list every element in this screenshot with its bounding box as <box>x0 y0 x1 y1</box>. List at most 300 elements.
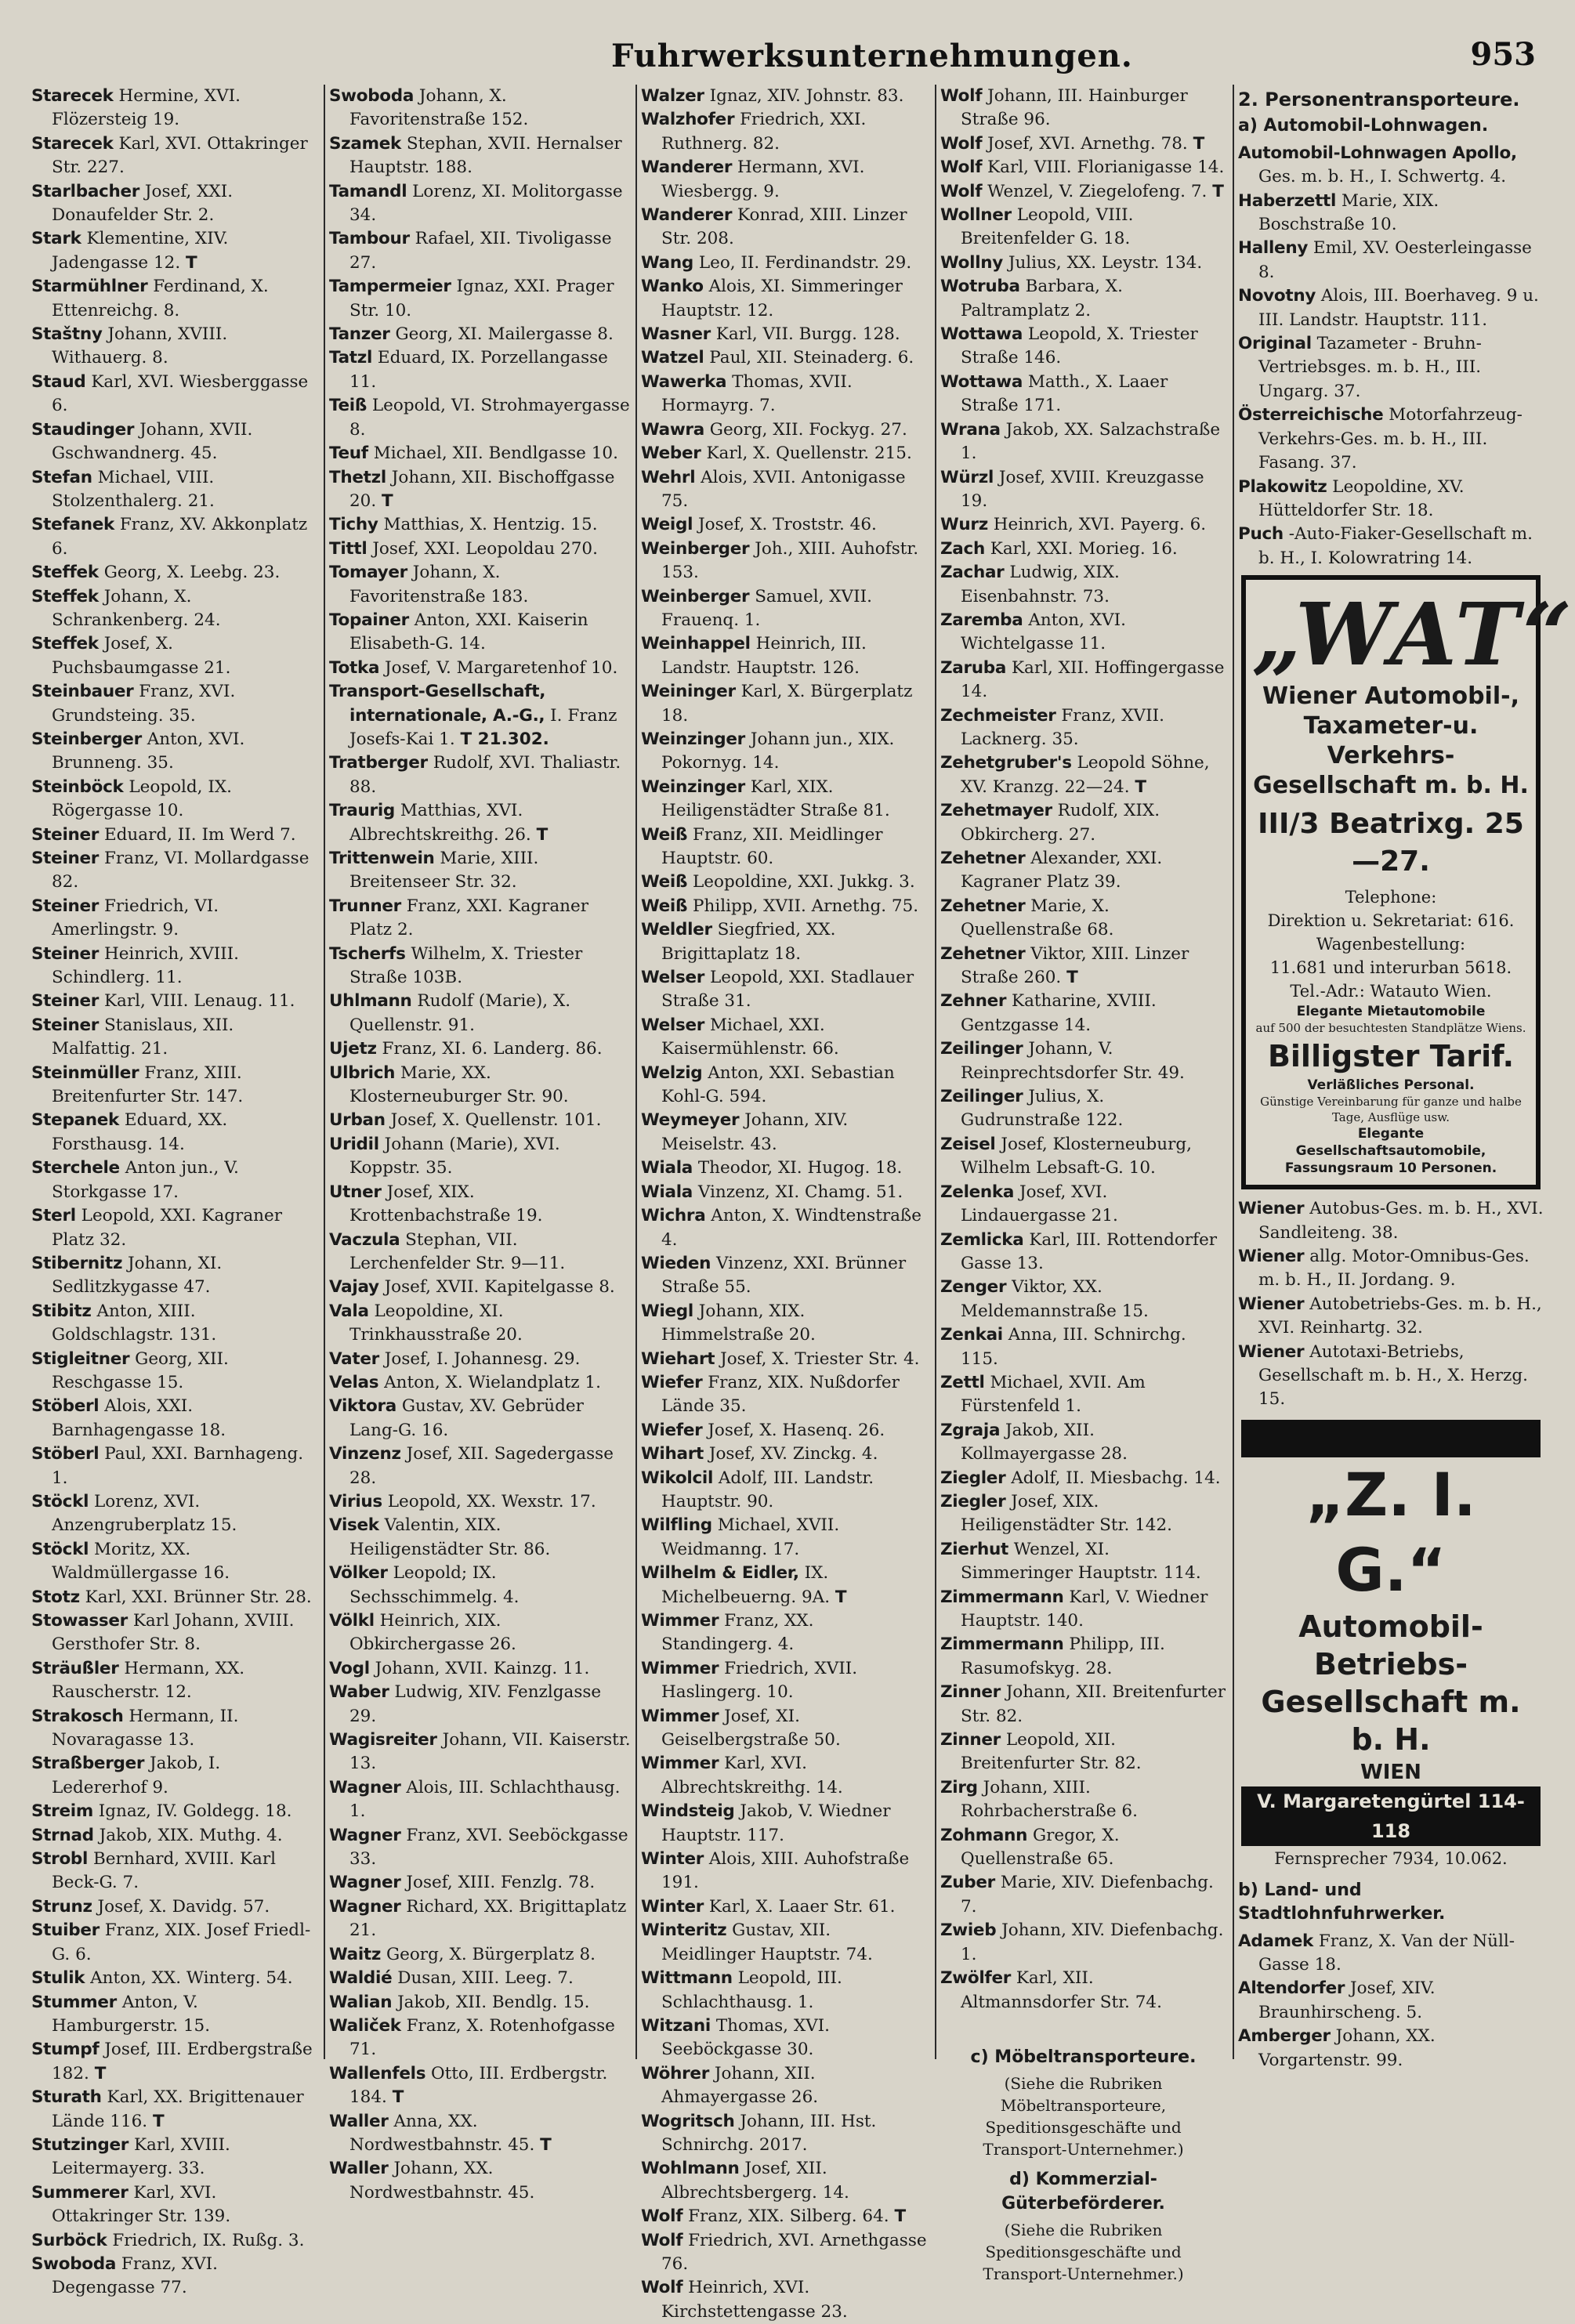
entry-name: Wolf <box>940 86 983 106</box>
telephone-mark: T <box>186 252 197 273</box>
directory-entry <box>329 1967 631 1990</box>
section-note: (Siehe die Rubriken Möbeltransporteure, Speditionsgeschäfte und Transport-Unternehmer.) <box>983 2074 1184 2159</box>
directory-entry <box>1238 1977 1544 2025</box>
directory-entry <box>940 1871 1226 1919</box>
directory-entry <box>641 1204 929 1252</box>
entry-name: Sterchele <box>31 1158 120 1178</box>
directory-entry <box>940 418 1226 466</box>
directory-entry <box>329 180 631 228</box>
entry-address: Alois, III. Boerhaveg. 9 u. III. Landstr. Hauptstr. 111. <box>1258 286 1539 330</box>
entry-name: Weiß <box>641 824 688 845</box>
entry-address: Tazameter - Bruhn-Vertriebsges. m. b. H., III. Ungarg. 37. <box>1258 334 1482 401</box>
directory-entry <box>940 1729 1226 1776</box>
entry-name: Zehetmayer <box>940 801 1052 821</box>
directory-entry <box>641 728 929 776</box>
section-note: (Siehe die Rubriken Speditionsgeschäfte und Transport-Unternehmer.) <box>983 2221 1184 2284</box>
entry-name: Zeisel <box>940 1134 996 1154</box>
directory-entry <box>940 1371 1226 1419</box>
entry-name: Steffek <box>31 634 99 654</box>
entry-address: Jakob, V. Wiedner Hauptstr. 117. <box>661 1801 891 1845</box>
entry-name: Wogritsch <box>641 2111 735 2131</box>
directory-entry <box>1238 523 1544 570</box>
entry-name: Weymeyer <box>641 1110 740 1131</box>
directory-entry <box>31 1586 317 1609</box>
entry-name: Steinmüller <box>31 1062 139 1083</box>
directory-entry <box>940 1586 1226 1634</box>
entry-name: Zehner <box>940 991 1007 1012</box>
directory-entry <box>641 680 929 728</box>
entry-address: Alois, XXI. Barnhagengasse 18. <box>52 1396 226 1440</box>
entry-name: Wolf <box>641 2230 683 2250</box>
directory-entry <box>940 1276 1226 1323</box>
directory-entry <box>31 1824 317 1848</box>
directory-entry <box>641 966 929 1014</box>
entry-name: Wolf <box>641 2206 683 2227</box>
telephone-mark: T <box>94 2063 107 2083</box>
entry-name: Vater <box>329 1348 379 1369</box>
entry-address: Leopoldine, XV. Hütteldorfer Str. 18. <box>1258 476 1465 520</box>
entry-name: Tamandl <box>329 181 407 201</box>
entry-name: Steiner <box>31 824 100 845</box>
subsection-heading: b) Land- und Stadtlohnfuhrwerker. <box>1238 1880 1446 1924</box>
entry-address: IX. Michelbeuerng. 9A. <box>661 1563 831 1607</box>
entry-address: Karl, V. Wiedner Hauptstr. 140. <box>961 1587 1208 1631</box>
advertisement-wat <box>1241 575 1575 1189</box>
directory-entry <box>641 371 929 418</box>
entry-name: Stöberl <box>31 1396 100 1417</box>
entry-name: Zehetner <box>940 943 1026 964</box>
directory-entry <box>940 1967 1226 2014</box>
directory-entry <box>641 1657 929 1705</box>
directory-entry <box>641 2062 929 2110</box>
directory-entry <box>1238 1245 1544 1293</box>
directory-entry <box>329 513 631 537</box>
ad-tarif: Billigster Tarif. <box>1267 1039 1515 1074</box>
directory-entry <box>641 1967 929 2014</box>
directory-entry <box>31 513 317 561</box>
entry-address: Johann, XIV. Diefenbachg. 1. <box>961 1920 1224 1964</box>
telephone-mark: T <box>536 824 549 845</box>
entry-address: Jakob, XIX. Muthg. 4. <box>99 1825 283 1845</box>
directory-entry <box>329 1609 631 1657</box>
entry-name: Automobil-Lohnwagen Apollo, <box>1238 143 1517 163</box>
entry-address: Marie, XIII. Breitenseer Str. 32. <box>349 849 539 892</box>
entry-name: Stefanek <box>31 515 114 535</box>
directory-entry <box>641 1348 929 1371</box>
entry-name: Tanzer <box>329 324 390 345</box>
entry-name: Wagner <box>329 1896 401 1917</box>
entry-name: Summerer <box>31 2182 129 2203</box>
entry-address: Lorenz, XI. Molitorgasse 34. <box>349 181 623 226</box>
entry-name: Wiener <box>1238 1199 1305 1219</box>
entry-address: Hermann, II. Novaragasse 13. <box>52 1706 239 1750</box>
entry-address: Ludwig, XIX. Eisenbahnstr. 73. <box>961 563 1120 606</box>
directory-entry <box>329 1348 631 1371</box>
entry-address: Marie, XIX. Boschstraße 10. <box>1258 190 1439 235</box>
directory-entry <box>1238 476 1544 523</box>
directory-entry <box>329 847 631 895</box>
entry-name: Sterl <box>31 1206 76 1226</box>
entry-address: Heinrich, XIX. Obkirchergasse 26. <box>349 1611 516 1655</box>
entry-name: Virius <box>329 1491 382 1511</box>
entry-address: Gustav, XV. Gebrüder Lang-G. 16. <box>349 1396 584 1440</box>
directory-entry <box>641 1514 929 1562</box>
directory-entry <box>641 1062 929 1110</box>
entry-address: Karl, XII. Hoffingergasse 14. <box>961 657 1225 702</box>
directory-entry <box>940 1681 1226 1729</box>
ad-logo: „Z. I. G.“ <box>1305 1459 1476 1605</box>
directory-entry <box>641 1800 929 1848</box>
directory-entry <box>329 1681 631 1729</box>
entry-name: Wurz <box>940 515 988 535</box>
directory-entry <box>1238 1197 1544 1245</box>
entry-name: Wittmann <box>641 1968 733 1989</box>
directory-entry <box>329 227 631 275</box>
directory-entry <box>31 990 317 1013</box>
entry-name: Puch <box>1238 524 1284 545</box>
entry-name: Zemlicka <box>940 1229 1024 1250</box>
entry-address: Katharine, XVIII. Gentzgasse 14. <box>961 991 1157 1035</box>
entry-name: Zinner <box>940 1682 1001 1703</box>
entry-name: Weinzinger <box>641 776 745 797</box>
directory-entry <box>31 1991 317 2039</box>
entry-address: Franz, XVI. Degengasse 77. <box>52 2253 218 2298</box>
entry-name: Traurig <box>329 801 395 821</box>
entry-address: Johann, XIX. Himmelstraße 20. <box>661 1301 816 1345</box>
entry-name: Tichy <box>329 515 378 535</box>
telephone-mark: T <box>392 2087 404 2108</box>
entry-name: Zirg <box>940 1777 978 1797</box>
entry-address: Franz, XIX. Nußdorfer Lände 35. <box>661 1372 900 1417</box>
ad-tel-label: Telephone: <box>1345 888 1437 907</box>
directory-entry <box>329 1395 631 1443</box>
directory-entry <box>641 1609 929 1657</box>
directory-entry <box>329 2110 631 2158</box>
directory-entry <box>31 2086 317 2134</box>
entry-name: Starlbacher <box>31 181 140 201</box>
entry-name: Wehrl <box>641 467 696 487</box>
ad-line: Wiener Automobil-, <box>1262 682 1519 711</box>
telephone-mark: T <box>894 2206 907 2227</box>
entry-name: Steiner <box>31 943 100 964</box>
directory-entry <box>31 180 317 228</box>
directory-entry <box>940 609 1226 657</box>
directory-entry <box>31 275 317 323</box>
entry-name: Tomayer <box>329 563 407 583</box>
entry-address: Leopold, XXI. Stadlauer Straße 31. <box>661 968 914 1012</box>
entry-name: Strnad <box>31 1825 94 1845</box>
entry-name: Zehetner <box>940 896 1026 916</box>
entry-name: Zach <box>940 538 985 559</box>
entry-name: Stöckl <box>31 1539 89 1559</box>
directory-entry <box>329 2157 631 2205</box>
entry-address: Johann, XVIII. Withauerg. 8. <box>52 324 228 368</box>
entry-address: Franz, XIX. Josef Friedl-G. 6. <box>52 1920 311 1964</box>
entry-name: Steinböck <box>31 776 124 797</box>
entry-address: Johann, XVII. Kainzg. 11. <box>375 1658 590 1678</box>
entry-name: Stumpf <box>31 2040 100 2060</box>
entry-name: Staud <box>31 371 86 392</box>
directory-entry <box>31 1157 317 1204</box>
entry-name: Walzer <box>641 86 704 106</box>
entry-name: Surböck <box>31 2230 107 2250</box>
directory-entry <box>940 275 1226 323</box>
directory-entry <box>31 1538 317 1586</box>
entry-address: Alexander, XXI. Kagraner Platz 39. <box>961 849 1163 892</box>
entry-name: Teiß <box>329 396 368 416</box>
directory-entry <box>641 1109 929 1157</box>
entry-address: Marie, XIV. Diefenbachg. 7. <box>961 1873 1214 1917</box>
directory-entry <box>31 1919 317 1967</box>
entry-address: Johann, XI. Sedlitzkygasse 47. <box>52 1253 223 1298</box>
entry-address: Adolf, III. Landstr. Hauptstr. 90. <box>661 1468 874 1511</box>
entry-name: Witzani <box>641 2015 711 2036</box>
entry-name: Stuiber <box>31 1920 100 1941</box>
entry-name: Stowasser <box>31 1611 128 1631</box>
entry-address: Josef, X. Troststr. 46. <box>698 515 877 535</box>
directory-entry <box>31 2229 317 2253</box>
entry-address: Johann, VII. Kaiserstr. 13. <box>349 1730 631 1774</box>
directory-entry <box>329 346 631 394</box>
directory-entry <box>329 1229 631 1276</box>
subsection-heading: a) Automobil-Lohnwagen. <box>1238 116 1489 136</box>
ad-tel: Wagenbestellung: <box>1316 935 1466 954</box>
directory-entry <box>31 1848 317 1895</box>
entry-address: Leopold, XX. Wexstr. 17. <box>387 1491 596 1511</box>
directory-entry <box>329 323 631 346</box>
entry-address: Matth., X. Laaer Straße 171. <box>961 371 1168 416</box>
entry-name: Stark <box>31 229 81 249</box>
directory-entry <box>940 1229 1226 1276</box>
entry-name: Haberzettl <box>1238 190 1337 211</box>
entry-address: Josef, XXI. Donaufelder Str. 2. <box>52 181 234 226</box>
entry-address: Philipp, XVII. Arnethg. 75. <box>693 896 919 916</box>
entry-name: Weber <box>641 443 701 464</box>
directory-entry <box>940 252 1226 275</box>
directory-entry <box>31 728 317 776</box>
entry-name: Wanko <box>641 277 704 297</box>
entry-name: Wottawa <box>940 371 1023 392</box>
directory-entry <box>329 1657 631 1681</box>
entry-address: Leopoldine, XXI. Jukkg. 3. <box>693 872 915 892</box>
entry-name: Zettl <box>940 1372 985 1392</box>
entry-address: Hermann, XX. Rauscherstr. 12. <box>52 1658 245 1703</box>
entry-name: Waliček <box>329 2015 401 2036</box>
directory-entry <box>940 371 1226 418</box>
entry-address: Paul, XII. Steinaderg. 6. <box>709 348 914 368</box>
entry-address: Ges. m. b. H., I. Schwertg. 4. <box>1258 167 1507 187</box>
directory-entry <box>329 1276 631 1299</box>
directory-entry <box>1238 1930 1544 1978</box>
entry-name: Stummer <box>31 1992 117 2012</box>
entry-name: Sträußler <box>31 1658 119 1678</box>
entry-address: Thomas, XVII. Hormayrg. 7. <box>661 371 853 416</box>
entry-address: Rudolf, XIX. Obkircherg. 27. <box>961 801 1160 845</box>
entry-name: Wiener <box>1238 1341 1305 1362</box>
entry-name: Wiala <box>641 1182 693 1202</box>
entry-address: Franz, XXI. Kagraner Platz 2. <box>349 896 588 940</box>
entry-address: Siegfried, XX. Brigittaplatz 18. <box>661 920 836 964</box>
entry-name: Staštny <box>31 324 103 345</box>
directory-entry <box>940 1490 1226 1538</box>
section-heading: c) Möbeltransporteure. <box>970 2047 1197 2067</box>
entry-name: Steiner <box>31 1015 100 1035</box>
directory-entry <box>641 108 929 156</box>
entry-name: Wimmer <box>641 1754 719 1774</box>
directory-entry <box>31 323 317 371</box>
entry-address: Josef, X. Quellenstr. 101. <box>390 1110 602 1131</box>
column-4 <box>940 85 1226 2284</box>
directory-entry <box>940 513 1226 537</box>
entry-address: Franz, XV. Akkonplatz 6. <box>52 515 308 559</box>
entry-name: Windsteig <box>641 1801 735 1822</box>
directory-entry <box>940 799 1226 847</box>
entry-address: Leopold, IX. Rögergasse 10. <box>52 776 232 821</box>
directory-entry <box>1238 2025 1544 2072</box>
ad-line: Gesellschaftsautomobile, <box>1295 1143 1486 1160</box>
entry-name: Plakowitz <box>1238 476 1327 497</box>
directory-entry <box>641 1300 929 1348</box>
entry-address: I. Franz Josefs-Kai 1. <box>349 705 617 749</box>
directory-entry <box>31 561 317 585</box>
entry-address: Julius, X. Gudrunstraße 122. <box>961 1087 1124 1131</box>
directory-entry <box>31 1300 317 1348</box>
entry-address: Wilhelm, X. Triester Straße 103B. <box>349 943 583 988</box>
entry-address: Wenzel, V. Ziegelofeng. 7. <box>987 181 1208 201</box>
entry-address: Karl, X. Quellenstr. 215. <box>706 443 912 464</box>
directory-entry <box>641 1252 929 1300</box>
entry-address: Gustav, XII. Meidlinger Hauptstr. 74. <box>661 1920 873 1964</box>
entry-name: Wanderer <box>641 205 733 226</box>
entry-name: Swoboda <box>31 2253 117 2274</box>
entry-address: Vinzenz, XI. Chamg. 51. <box>697 1182 903 1202</box>
directory-entry <box>641 1419 929 1443</box>
telephone-mark: T 21.302. <box>460 729 549 749</box>
entry-address: Emil, XV. Oesterleingasse 8. <box>1258 238 1532 282</box>
directory-entry <box>329 680 631 751</box>
entry-name: Wiefer <box>641 1372 703 1392</box>
directory-entry <box>641 1562 929 1609</box>
directory-entry <box>329 1514 631 1562</box>
entry-address: Friedrich, XXI. Ruthnerg. 82. <box>661 110 867 154</box>
directory-entry <box>940 751 1226 799</box>
entry-name: Stibernitz <box>31 1253 123 1273</box>
entry-address: Ludwig, XIV. Fenzlgasse 29. <box>349 1682 602 1726</box>
directory-entry <box>329 1109 631 1132</box>
entry-address: Eduard, XX. Forsthausg. 14. <box>52 1110 228 1154</box>
entry-name: Wieden <box>641 1253 711 1273</box>
section-heading: 2. Personentransporteure. <box>1238 89 1520 110</box>
entry-address: Karl, VIII. Lenaug. 11. <box>103 991 295 1012</box>
entry-name: Starecek <box>31 86 114 106</box>
entry-address: Paul, XXI. Barnhageng. 1. <box>52 1444 304 1488</box>
entry-name: Ujetz <box>329 1039 377 1059</box>
entry-address: Georg, XII. Fockyg. 27. <box>709 419 907 440</box>
entry-address: Autotaxi-Betriebs, Gesellschaft m. b. H., X. Herzg. 15. <box>1258 1341 1528 1410</box>
entry-address: Jakob, I. Ledererhof 9. <box>52 1754 221 1797</box>
directory-entry <box>1238 284 1544 332</box>
directory-entry <box>31 2181 317 2229</box>
directory-entry <box>329 990 631 1037</box>
directory-entry <box>329 657 631 680</box>
entry-address: Johann, III. Hst. Schnirchg. 2017. <box>661 2111 877 2155</box>
directory-entry <box>329 1062 631 1110</box>
directory-entry <box>31 1609 317 1657</box>
entry-name: Ziegler <box>940 1468 1006 1488</box>
entry-address: Barbara, X. Paltramplatz 2. <box>961 277 1123 320</box>
directory-entry <box>329 1824 631 1872</box>
entry-name: Tampermeier <box>329 277 451 297</box>
entry-name: Transport-Gesellschaft, internationale, A.-G., <box>329 682 546 726</box>
entry-name: Wagner <box>329 1777 401 1797</box>
entry-address: Karl, XVI. Wiesberggasse 6. <box>52 371 309 416</box>
entry-address: Johann, III. Hainburger Straße 96. <box>961 86 1188 130</box>
entry-address: Anna, III. Schnirchg. 115. <box>961 1325 1186 1369</box>
directory-entry <box>31 1204 317 1252</box>
entry-address: Dusan, XIII. Leeg. 7. <box>397 1968 574 1989</box>
directory-entry <box>31 2134 317 2181</box>
entry-address: Franz, XX. Standingerg. 4. <box>661 1611 814 1655</box>
entry-address: Johann, V. Reinprechtsdorfer Str. 49. <box>961 1039 1185 1083</box>
entry-address: Lorenz, XVI. Anzengruberplatz 15. <box>52 1491 237 1536</box>
entry-name: Weininger <box>641 682 736 702</box>
entry-address: Josef, I. Johannesg. 29. <box>384 1348 581 1369</box>
entry-name: Zehetgruber's <box>940 753 1072 773</box>
entry-name: Zechmeister <box>940 705 1056 726</box>
entry-name: Zeilinger <box>940 1087 1023 1107</box>
column-divider <box>635 85 637 2059</box>
entry-name: Weiß <box>641 872 688 892</box>
entry-address: Johann, XX. Nordwestbahnstr. 45. <box>349 2159 535 2203</box>
directory-entry <box>940 466 1226 514</box>
entry-name: Zachar <box>940 563 1005 583</box>
entry-name: Völker <box>329 1563 388 1584</box>
directory-entry <box>31 2253 317 2300</box>
entry-address: Anna, XX. Nordwestbahnstr. 45. <box>349 2111 535 2155</box>
telephone-mark: T <box>1135 776 1147 797</box>
directory-entry <box>641 871 929 894</box>
entry-name: Würzl <box>940 467 994 487</box>
entry-address: Karl, XIX. Heiligenstädter Straße 81. <box>661 776 890 821</box>
directory-entry <box>329 799 631 847</box>
directory-entry <box>329 1895 631 1943</box>
entry-address: Moritz, XX. Waldmüllergasse 16. <box>52 1539 230 1584</box>
entry-name: Welzig <box>641 1062 703 1083</box>
directory-entry <box>329 1037 631 1061</box>
entry-address: Josef, X. Triester Str. 4. <box>720 1348 920 1369</box>
entry-address: Joh., XIII. Auhofstr. 153. <box>661 538 919 583</box>
directory-entry <box>940 657 1226 704</box>
entry-name: Welser <box>641 1015 705 1035</box>
entry-name: Wimmer <box>641 1611 719 1631</box>
entry-address: Leopoldine, XI. Trinkhausstraße 20. <box>349 1301 523 1345</box>
entry-name: Völkl <box>329 1611 375 1631</box>
entry-address: Jakob, XII. Kollmayergasse 28. <box>961 1420 1128 1464</box>
directory-entry <box>329 394 631 442</box>
directory-entry <box>329 1300 631 1348</box>
column-1 <box>31 85 317 2298</box>
directory-entry <box>641 895 929 918</box>
entry-address: Josef, XVIII. Kreuzgasse 19. <box>961 467 1204 511</box>
entry-address: Ignaz, XIV. Johnstr. 83. <box>709 86 904 106</box>
entry-address: Georg, X. Bürgerplatz 8. <box>386 1944 596 1964</box>
directory-entry <box>940 1776 1226 1824</box>
entry-name: Zierhut <box>940 1539 1008 1559</box>
ad-bar <box>1241 1420 1541 1457</box>
directory-entry <box>641 513 929 537</box>
directory-entry <box>329 85 631 132</box>
entry-name: Wallenfels <box>329 2063 426 2083</box>
